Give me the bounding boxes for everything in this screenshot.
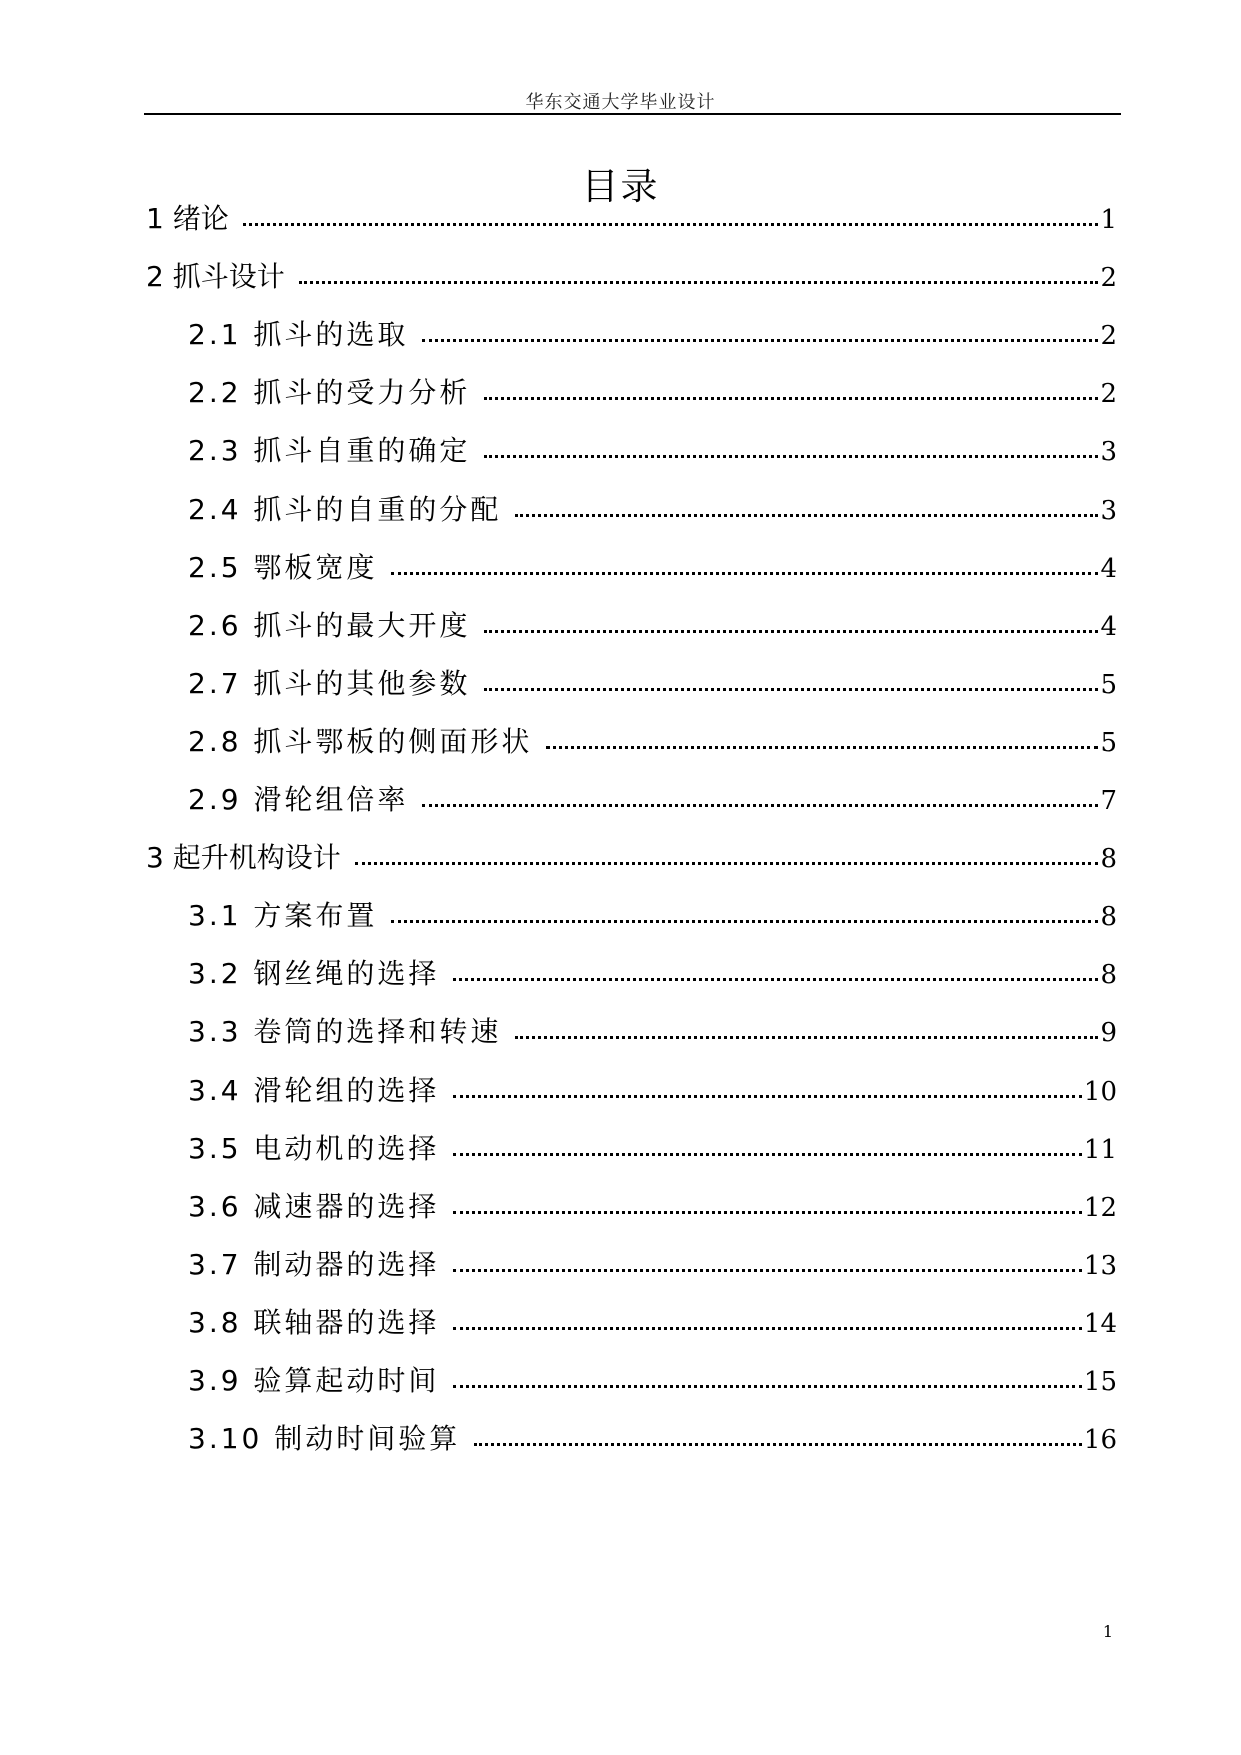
toc-entry-page: 16 bbox=[1083, 1425, 1117, 1455]
dot-leader bbox=[243, 223, 1099, 226]
toc-entry-page: 13 bbox=[1083, 1251, 1117, 1281]
dot-leader bbox=[515, 1036, 1098, 1039]
dot-leader bbox=[299, 281, 1099, 284]
toc-title: 目录 bbox=[581, 165, 660, 208]
toc-entry bbox=[188, 606, 1117, 646]
toc-entry bbox=[188, 1187, 1117, 1227]
toc-entry bbox=[188, 490, 1117, 530]
dot-leader bbox=[453, 1269, 1081, 1272]
dot-leader bbox=[391, 572, 1098, 575]
toc-entry-label: 3.4 滑轮组的选择 bbox=[188, 1074, 440, 1107]
toc-entry-page: 10 bbox=[1083, 1077, 1117, 1107]
toc-entry bbox=[188, 1245, 1117, 1285]
toc-entry-page: 9 bbox=[1100, 1018, 1117, 1048]
dot-leader bbox=[484, 455, 1098, 458]
dot-leader bbox=[453, 1211, 1081, 1214]
toc-entry bbox=[188, 664, 1117, 704]
toc-entry-page: 7 bbox=[1100, 786, 1117, 816]
toc-entry-label: 2.5 鄂板宽度 bbox=[188, 551, 378, 584]
dot-leader bbox=[484, 397, 1098, 400]
toc-entry-page: 4 bbox=[1100, 612, 1117, 642]
toc-entry bbox=[188, 780, 1117, 820]
running-header: 华东交通大学毕业设计 bbox=[525, 92, 716, 113]
toc-entry-page: 3 bbox=[1100, 437, 1117, 467]
toc-entry-page: 5 bbox=[1100, 670, 1117, 700]
dot-leader bbox=[453, 1327, 1081, 1330]
toc-entry bbox=[188, 1012, 1117, 1052]
dot-leader bbox=[453, 978, 1098, 981]
toc-entry-label: 3.1 方案布置 bbox=[188, 899, 378, 932]
toc-entry-page: 12 bbox=[1083, 1193, 1117, 1223]
toc-entry-page: 2 bbox=[1100, 321, 1117, 351]
toc-entry-label: 3 起升机构设计 bbox=[146, 841, 341, 874]
toc-entry bbox=[188, 1303, 1117, 1343]
dot-leader bbox=[391, 920, 1098, 923]
toc-entry-page: 14 bbox=[1083, 1309, 1117, 1339]
toc-entry-label: 2.9 滑轮组倍率 bbox=[188, 783, 409, 816]
toc-entry-label: 3.3 卷筒的选择和转速 bbox=[188, 1015, 502, 1048]
toc-entry-label: 3.9 验算起动时间 bbox=[188, 1364, 440, 1397]
dot-leader bbox=[355, 862, 1099, 865]
toc-entry bbox=[188, 722, 1117, 762]
page-number: 1 bbox=[1102, 1622, 1113, 1641]
toc-entry bbox=[188, 1361, 1117, 1401]
toc-entry bbox=[146, 199, 1117, 239]
toc-entry-label: 2.6 抓斗的最大开度 bbox=[188, 609, 471, 642]
dot-leader bbox=[453, 1095, 1081, 1098]
dot-leader bbox=[453, 1153, 1081, 1156]
toc-entry-label: 2.1 抓斗的选取 bbox=[188, 318, 409, 351]
toc-entry-page: 15 bbox=[1083, 1367, 1117, 1397]
toc-entry-page: 8 bbox=[1100, 960, 1117, 990]
toc-entry-label: 2.8 抓斗鄂板的侧面形状 bbox=[188, 725, 533, 758]
toc-entry-page: 1 bbox=[1100, 205, 1117, 235]
toc-entry bbox=[188, 1129, 1117, 1169]
toc-entry bbox=[146, 838, 1117, 878]
toc-entry bbox=[188, 954, 1117, 994]
toc-entry-page: 5 bbox=[1100, 728, 1117, 758]
toc-entry bbox=[188, 548, 1117, 588]
dot-leader bbox=[453, 1385, 1081, 1388]
toc-entry-label: 2.2 抓斗的受力分析 bbox=[188, 376, 471, 409]
toc-entry bbox=[188, 373, 1117, 413]
toc-entry-page: 8 bbox=[1100, 902, 1117, 932]
toc-entry bbox=[188, 896, 1117, 936]
toc-entry-label: 3.10 制动时间验算 bbox=[188, 1422, 461, 1455]
toc-entry-page: 2 bbox=[1100, 263, 1117, 293]
toc-entry bbox=[188, 431, 1117, 471]
toc-entry-label: 2.3 抓斗自重的确定 bbox=[188, 434, 471, 467]
dot-leader bbox=[422, 804, 1098, 807]
toc-entry-label: 2 抓斗设计 bbox=[146, 260, 285, 293]
toc-entry-page: 8 bbox=[1100, 844, 1117, 874]
dot-leader bbox=[422, 339, 1098, 342]
toc-entry-page: 11 bbox=[1083, 1135, 1117, 1165]
toc-entry bbox=[146, 257, 1117, 297]
toc-entry-label: 3.8 联轴器的选择 bbox=[188, 1306, 440, 1339]
toc-entry-label: 3.6 减速器的选择 bbox=[188, 1190, 440, 1223]
toc-entry bbox=[188, 1071, 1117, 1111]
dot-leader bbox=[484, 630, 1098, 633]
toc-entry bbox=[188, 315, 1117, 355]
dot-leader bbox=[515, 514, 1098, 517]
toc-entry-label: 1 绪论 bbox=[146, 202, 229, 235]
dot-leader bbox=[484, 688, 1098, 691]
toc-entry-page: 3 bbox=[1100, 496, 1117, 526]
dot-leader bbox=[474, 1443, 1082, 1446]
toc-entry-label: 2.4 抓斗的自重的分配 bbox=[188, 493, 502, 526]
toc-entry-label: 3.5 电动机的选择 bbox=[188, 1132, 440, 1165]
toc-entry-page: 2 bbox=[1100, 379, 1117, 409]
toc-entry-page: 4 bbox=[1100, 554, 1117, 584]
toc-entry-label: 3.2 钢丝绳的选择 bbox=[188, 957, 440, 990]
toc-entry-label: 3.7 制动器的选择 bbox=[188, 1248, 440, 1281]
dot-leader bbox=[546, 746, 1098, 749]
toc-entry-label: 2.7 抓斗的其他参数 bbox=[188, 667, 471, 700]
toc-entry bbox=[188, 1419, 1117, 1459]
